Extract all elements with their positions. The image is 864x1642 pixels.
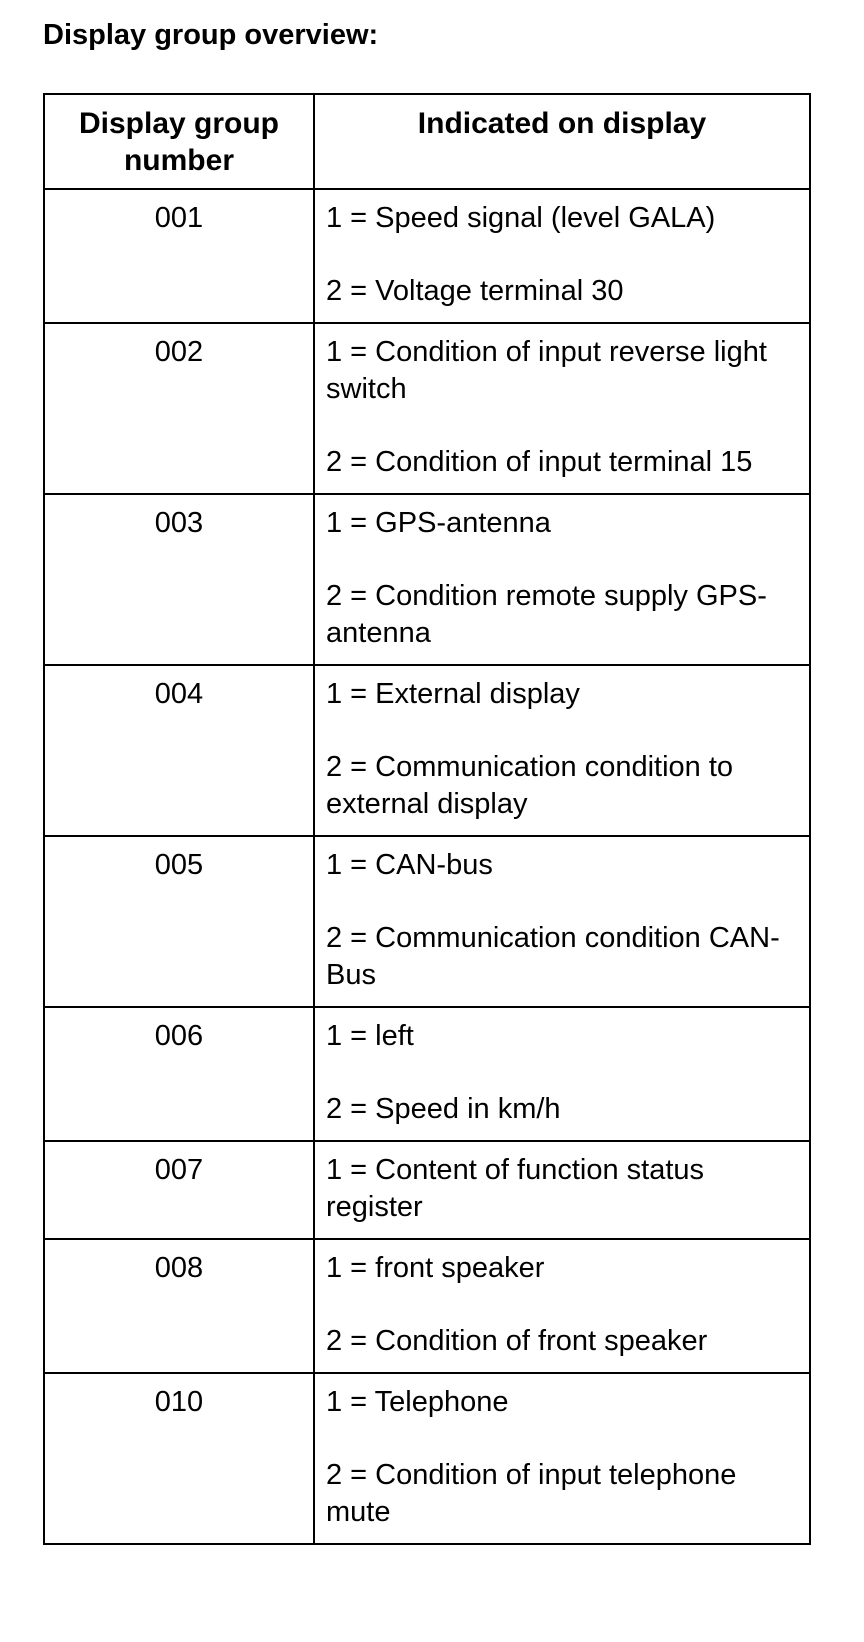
indicated-on-display-cell: [314, 665, 810, 836]
display-entry: 1 = External display: [326, 678, 580, 710]
display-entry: 1 = GPS-antenna: [326, 507, 551, 539]
display-group-number: 001: [44, 189, 314, 323]
display-group-number: 004: [44, 665, 314, 836]
display-entry: 1 = Condition of input reverse light switch: [326, 336, 767, 405]
display-entry: 1 = CAN-bus: [326, 849, 493, 881]
indicated-on-display-cell: [314, 1141, 810, 1239]
page-title: Display group overview:: [43, 19, 379, 51]
display-entry: 2 = Condition of front speaker: [326, 1325, 708, 1357]
table-row: [44, 665, 810, 836]
indicated-on-display-cell: [314, 1007, 810, 1141]
table-row: [44, 1007, 810, 1141]
header-indicated-on-display: Indicated on display: [314, 94, 810, 189]
display-entry: 1 = front speaker: [326, 1252, 545, 1284]
display-entry: 1 = Speed signal (level GALA): [326, 202, 716, 234]
indicated-on-display-cell: [314, 836, 810, 1007]
display-entry: 2 = Communication condition to external display: [326, 751, 734, 820]
display-group-number: 002: [44, 323, 314, 494]
display-entry: 2 = Condition remote supply GPS-antenna: [326, 580, 767, 649]
table-row: [44, 189, 810, 323]
display-entry: 2 = Condition of input telephone mute: [326, 1459, 737, 1528]
display-entry: 2 = Communication condition CAN-Bus: [326, 922, 780, 991]
display-entry: 1 = Telephone: [326, 1386, 509, 1418]
display-entry: 1 = left: [326, 1020, 414, 1052]
table-row: [44, 494, 810, 665]
display-group-number: 003: [44, 494, 314, 665]
display-entry: 2 = Speed in km/h: [326, 1093, 561, 1125]
display-group-number: 007: [44, 1141, 314, 1239]
table-row: [44, 1239, 810, 1373]
display-group-number: 005: [44, 836, 314, 1007]
table-row: [44, 1373, 810, 1544]
display-entry: 1 = Content of function status register: [326, 1154, 705, 1223]
indicated-on-display-cell: [314, 323, 810, 494]
header-display-group-number: Display group number: [44, 94, 314, 189]
table-row: [44, 323, 810, 494]
display-group-number: 008: [44, 1239, 314, 1373]
table-row: [44, 836, 810, 1007]
indicated-on-display-cell: [314, 1239, 810, 1373]
display-entry: 2 = Condition of input terminal 15: [326, 446, 753, 478]
display-group-number: 006: [44, 1007, 314, 1141]
indicated-on-display-cell: [314, 189, 810, 323]
display-group-number: 010: [44, 1373, 314, 1544]
display-entry: 2 = Voltage terminal 30: [326, 275, 624, 307]
indicated-on-display-cell: [314, 494, 810, 665]
indicated-on-display-cell: [314, 1373, 810, 1544]
display-group-table: [43, 93, 811, 1545]
table-row: [44, 1141, 810, 1239]
table-header-row: [44, 94, 810, 189]
